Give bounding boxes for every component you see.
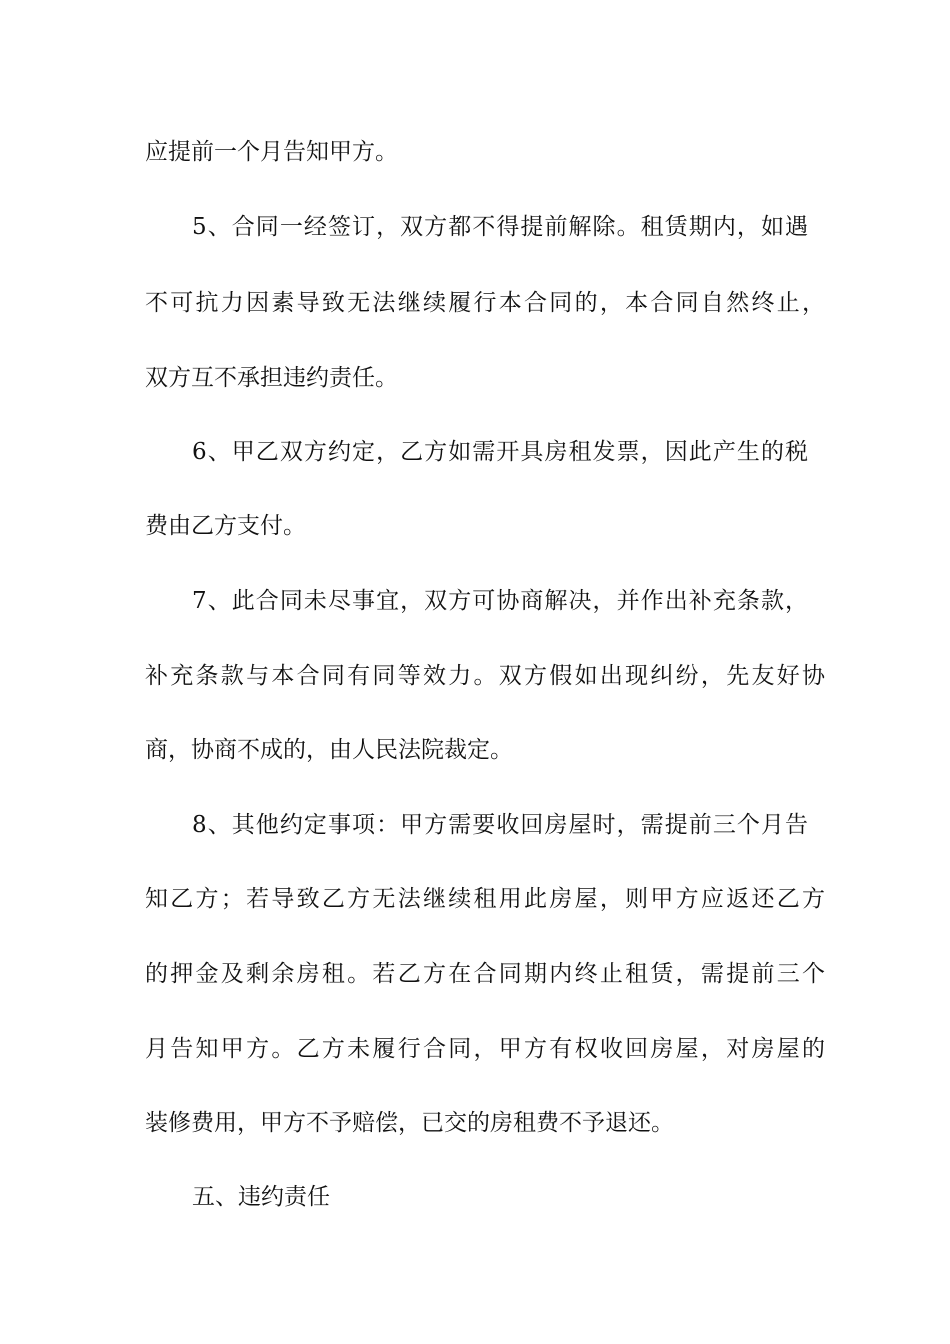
clause-8-line-1: 8、其他约定事项：甲方需要收回房屋时，需提前三个月告 — [192, 812, 808, 838]
section-heading: 五、违约责任 — [192, 1184, 330, 1210]
clause-8-line-3: 的押金及剩余房租。若乙方在合同期内终止租赁，需提前三个 — [145, 961, 825, 987]
clause-6-line-2: 费由乙方支付。 — [145, 513, 306, 539]
clause-5-line-3: 双方互不承担违约责任。 — [145, 365, 398, 391]
clause-5-line-1: 5、合同一经签订，双方都不得提前解除。租赁期内，如遇 — [192, 214, 808, 240]
clause-6-line-1: 6、甲乙双方约定，乙方如需开具房租发票，因此产生的税 — [192, 439, 808, 465]
clause-8-line-5: 装修费用，甲方不予赔偿，已交的房租费不予退还。 — [145, 1110, 674, 1136]
clause-5-line-2: 不可抗力因素导致无法继续履行本合同的，本合同自然终止， — [145, 290, 825, 316]
text-line: 应提前一个月告知甲方。 — [145, 139, 398, 165]
clause-7-line-1: 7、此合同未尽事宜，双方可协商解决，并作出补充条款， — [192, 588, 808, 614]
clause-7-line-3: 商，协商不成的，由人民法院裁定。 — [145, 737, 513, 763]
clause-8-line-2: 知乙方；若导致乙方无法继续租用此房屋，则甲方应返还乙方 — [145, 886, 825, 912]
clause-7-line-2: 补充条款与本合同有同等效力。双方假如出现纠纷，先友好协 — [145, 663, 825, 689]
clause-8-line-4: 月告知甲方。乙方未履行合同，甲方有权收回房屋，对房屋的 — [145, 1036, 825, 1062]
